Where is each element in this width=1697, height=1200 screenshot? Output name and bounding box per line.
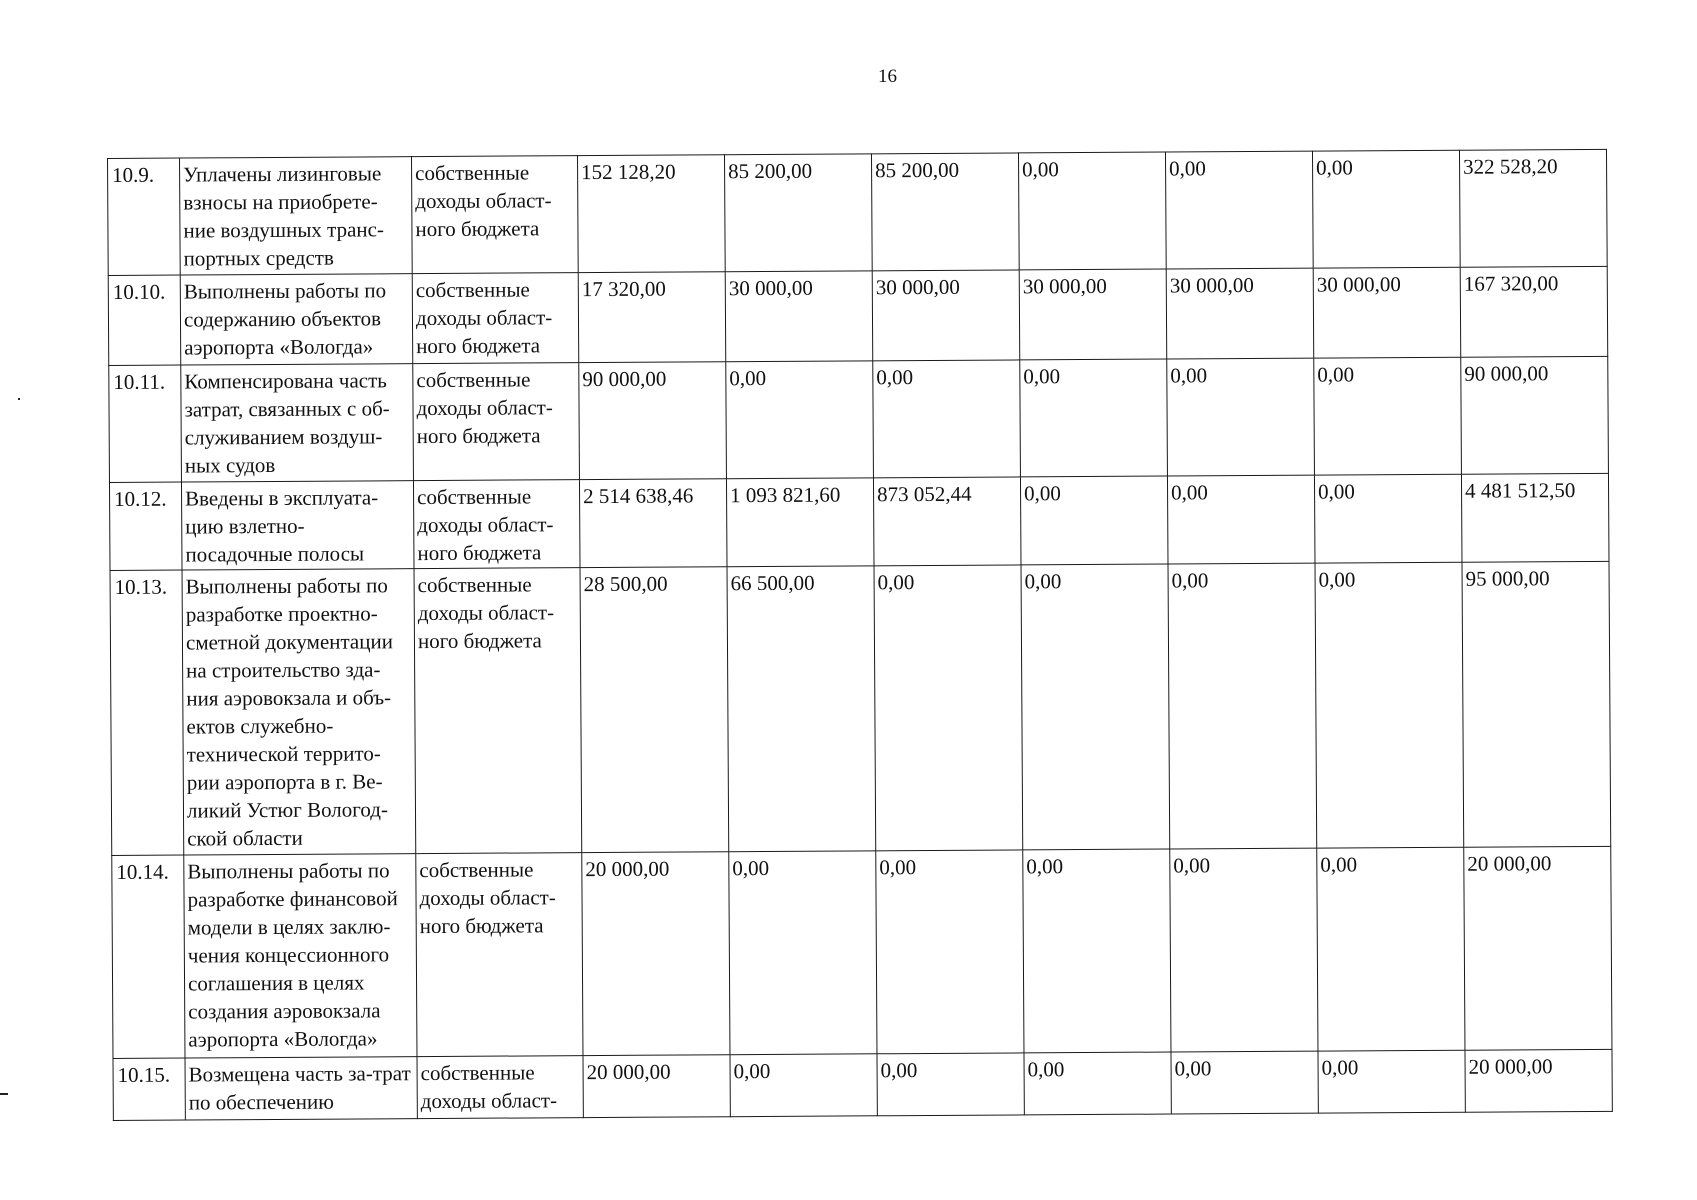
row-description: Выполнены работы по разработке проектно-сметной документации на строительство зда-ния аэровокзала и объ-ектов служебно-технической террито-рии аэропорта в г. Ве-ликий Устюг Вологод-ской области: [182, 569, 416, 855]
amount-cell: 0,00: [1020, 359, 1168, 477]
amount-cell: 0,00: [729, 851, 877, 1055]
table-row: [108, 266, 1608, 365]
funding-source: собственные доходы област-ного бюджета: [416, 853, 583, 1057]
amount-cell: 0,00: [1024, 1052, 1171, 1115]
funding-source: собственные доходы област-ного бюджета: [412, 273, 579, 364]
row-description: Введены в эксплуата-цию взлетно-посадочные полосы: [181, 481, 414, 570]
amount-cell: 0,00: [1168, 563, 1317, 849]
amount-cell: 85 200,00: [724, 154, 872, 272]
row-number: 10.9.: [108, 158, 181, 275]
amount-cell: 0,00: [1171, 1051, 1318, 1114]
row-description: Уплачены лизинговые взносы на приобрете-ние воздушных транс-портных средств: [180, 157, 413, 275]
amount-cell: 90 000,00: [579, 362, 727, 480]
amount-cell: 0,00: [1312, 150, 1460, 268]
row-description: Выполнены работы по содержанию объектов аэропорта «Вологда»: [180, 274, 413, 365]
total-cell: 4 481 512,50: [1461, 473, 1609, 562]
budget-table: [107, 149, 1613, 1121]
table-row: [109, 356, 1609, 482]
amount-cell: 28 500,00: [580, 567, 729, 853]
scan-mark: [0, 1093, 8, 1095]
amount-cell: 66 500,00: [727, 566, 876, 852]
amount-cell: 30 000,00: [1019, 269, 1167, 360]
row-description: Выполнены работы по разработке финансовой модели в целях заклю-чения концессионного соглашения в целях создания аэровокзала аэропорта «Вологда»: [184, 854, 417, 1058]
amount-cell: 0,00: [1167, 358, 1315, 476]
row-number: 10.13.: [110, 570, 184, 855]
amount-cell: 85 200,00: [871, 153, 1019, 271]
total-cell: 167 320,00: [1460, 266, 1608, 357]
page-number: 16: [878, 66, 897, 87]
funding-source: собственные доходы област-ного бюджета: [413, 480, 580, 569]
amount-cell: 1 093 821,60: [726, 478, 874, 567]
row-description: Возмещена часть за-трат по обеспечению: [185, 1057, 417, 1120]
amount-cell: 0,00: [1317, 847, 1465, 1051]
amount-cell: 0,00: [877, 1053, 1024, 1116]
amount-cell: 0,00: [1170, 848, 1318, 1052]
amount-cell: 152 128,20: [577, 155, 725, 273]
amount-cell: 0,00: [1165, 151, 1313, 269]
amount-cell: 0,00: [1314, 474, 1462, 563]
row-number: 10.11.: [109, 365, 182, 482]
table-row: [110, 561, 1611, 855]
amount-cell: 0,00: [874, 565, 1023, 851]
row-number: 10.14.: [112, 855, 185, 1058]
amount-cell: 0,00: [1314, 357, 1462, 475]
funding-source: собственные доходы област-: [417, 1056, 583, 1119]
amount-cell: 17 320,00: [578, 272, 726, 363]
amount-cell: 0,00: [876, 850, 1024, 1054]
amount-cell: 0,00: [730, 1054, 877, 1117]
total-cell: 20 000,00: [1464, 846, 1612, 1050]
table-row: [108, 149, 1608, 275]
amount-cell: 30 000,00: [725, 271, 873, 362]
row-number: 10.10.: [108, 275, 181, 365]
amount-cell: 0,00: [1018, 152, 1166, 270]
amount-cell: 20 000,00: [582, 852, 730, 1056]
amount-cell: 873 052,44: [873, 477, 1021, 566]
total-cell: 95 000,00: [1462, 561, 1611, 847]
amount-cell: 0,00: [726, 361, 874, 479]
amount-cell: 30 000,00: [872, 270, 1020, 361]
funding-source: собственные доходы област-ного бюджета: [413, 363, 580, 481]
table-row: [112, 846, 1612, 1058]
row-description: Компенсирована часть затрат, связанных с об-служиванием воздуш-ных судов: [181, 364, 414, 482]
total-cell: 322 528,20: [1459, 149, 1607, 267]
table-row: [113, 1049, 1612, 1120]
amount-cell: 0,00: [1167, 475, 1315, 564]
amount-cell: 0,00: [873, 360, 1021, 478]
funding-source: собственные доходы област-ного бюджета: [411, 156, 578, 274]
total-cell: 90 000,00: [1461, 356, 1609, 474]
total-cell: 20 000,00: [1465, 1049, 1612, 1112]
amount-cell: 0,00: [1315, 562, 1464, 848]
amount-cell: 0,00: [1021, 564, 1170, 850]
row-number: 10.12.: [109, 482, 182, 570]
amount-cell: 30 000,00: [1313, 267, 1461, 358]
scan-dot: [18, 398, 20, 400]
amount-cell: 0,00: [1020, 476, 1168, 565]
table-row: [109, 473, 1609, 570]
funding-source: собственные доходы област-ного бюджета: [414, 568, 582, 854]
row-number: 10.15.: [113, 1058, 185, 1120]
amount-cell: 2 514 638,46: [579, 479, 727, 568]
amount-cell: 30 000,00: [1166, 268, 1314, 359]
amount-cell: 0,00: [1318, 1050, 1465, 1113]
amount-cell: 20 000,00: [583, 1055, 730, 1118]
amount-cell: 0,00: [1023, 849, 1171, 1053]
